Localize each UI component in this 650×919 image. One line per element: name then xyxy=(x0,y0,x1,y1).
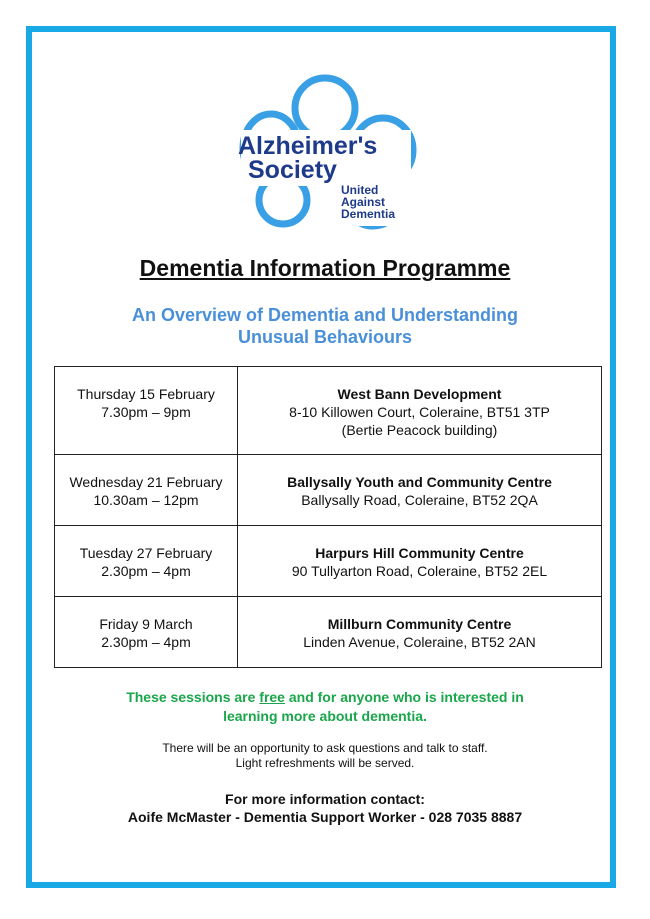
session-venue-cell: Millburn Community Centre Linden Avenue, Coleraine, BT52 2AN xyxy=(238,597,602,668)
table-row xyxy=(55,526,602,597)
info-note: There will be an opportunity to ask questions and talk to staff. Light refreshments will be served. xyxy=(162,741,488,770)
sessions-table xyxy=(54,366,602,668)
session-date-cell: Wednesday 21 February 10.30am – 12pm xyxy=(55,455,238,526)
session-venue-cell: Harpurs Hill Community Centre 90 Tullyarton Road, Coleraine, BT52 2EL xyxy=(238,526,602,597)
session-date-cell: Thursday 15 February 7.30pm – 9pm xyxy=(55,367,238,455)
page-subtitle: An Overview of Dementia and Understanding Unusual Behaviours xyxy=(131,305,519,347)
page-title: Dementia Information Programme xyxy=(139,255,511,281)
logo-tagline: United Against Dementia xyxy=(341,183,396,221)
table-row xyxy=(55,597,602,668)
session-date-cell: Friday 9 March 2.30pm – 4pm xyxy=(55,597,238,668)
logo-wordmark: Alzheimer's Society xyxy=(238,132,378,184)
table-row xyxy=(55,455,602,526)
session-venue-cell: West Bann Development 8-10 Killowen Court, Coleraine, BT51 3TP (Bertie Peacock building) xyxy=(238,367,602,455)
session-date-cell: Tuesday 27 February 2.30pm – 4pm xyxy=(55,526,238,597)
session-venue-cell: Ballysally Youth and Community Centre Ballysally Road, Coleraine, BT52 2QA xyxy=(238,455,602,526)
free-sessions-note: These sessions are free and for anyone who is interested in learning more about dementia. xyxy=(126,689,524,724)
table-row xyxy=(55,367,602,455)
contact-info: For more information contact: Aoife McMaster - Dementia Support Worker - 028 7035 8887 xyxy=(127,791,523,825)
